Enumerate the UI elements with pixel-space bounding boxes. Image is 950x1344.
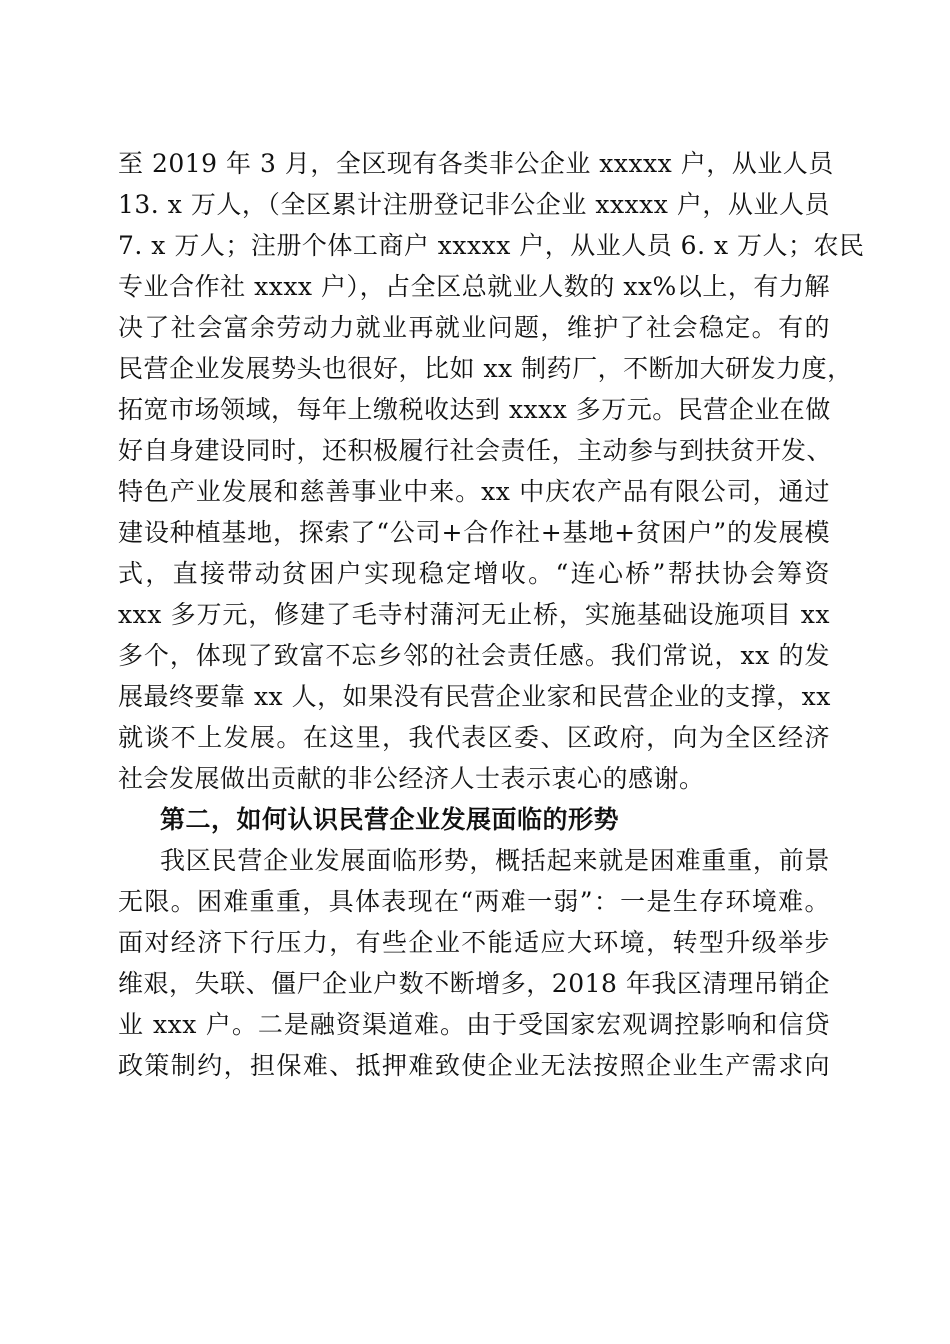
paragraph-line: 维艰，失联、僵尸企业户数不断增多，2018 年我区清理吊销企 (118, 969, 830, 998)
paragraph-line: 决了社会富余劳动力就业再就业问题，维护了社会稳定。有的 (118, 313, 830, 342)
section-heading: 第二，如何认识民营企业发展面临的形势 (160, 805, 620, 834)
paragraph-1 (118, 143, 865, 799)
paragraph-line: 多个，体现了致富不忘乡邻的社会责任感。我们常说，xx 的发 (118, 641, 830, 670)
document-body (118, 143, 865, 1086)
paragraph-line: 至 2019 年 3 月，全区现有各类非公企业 xxxxx 户，从业人员 (118, 149, 834, 178)
paragraph-line: 面对经济下行压力，有些企业不能适应大环境，转型升级举步 (118, 928, 830, 957)
paragraph-line: 拓宽市场领域，每年上缴税收达到 xxxx 多万元。民营企业在做 (118, 395, 831, 424)
paragraph-line: 业 xxx 户。二是融资渠道难。由于受国家宏观调控影响和信贷 (118, 1010, 830, 1039)
paragraph-line: 无限。困难重重，具体表现在“两难一弱”：一是生存环境难。 (118, 887, 830, 916)
paragraph-line: 13. x 万人，（全区累计注册登记非公企业 xxxxx 户，从业人员 (118, 190, 830, 219)
paragraph-line: 好自身建设同时，还积极履行社会责任，主动参与到扶贫开发、 (118, 436, 833, 465)
paragraph-line: 专业合作社 xxxx 户），占全区总就业人数的 xx%以上，有力解 (118, 272, 830, 301)
paragraph-line: 社会发展做出贡献的非公经济人士表示衷心的感谢。 (118, 764, 705, 793)
paragraph-line: 展最终要靠 xx 人，如果没有民营企业家和民营企业的支撑，xx (118, 682, 831, 711)
paragraph-line: 我区民营企业发展面临形势，概括起来就是困难重重，前景 (160, 846, 830, 875)
paragraph-line: 民营企业发展势头也很好，比如 xx 制药厂，不断加大研发力度， (118, 354, 853, 383)
paragraph-line: 7. x 万人；注册个体工商户 xxxxx 户，从业人员 6. x 万人；农民 (118, 231, 865, 260)
paragraph-line: 式，直接带动贫困户实现稳定增收。“连心桥”帮扶协会筹资 (118, 559, 830, 588)
paragraph-2 (118, 840, 830, 1086)
paragraph-line: 就谈不上发展。在这里，我代表区委、区政府，向为全区经济 (118, 723, 830, 752)
paragraph-line: 建设种植基地，探索了“公司+合作社+基地+贫困户”的发展模 (118, 518, 830, 547)
paragraph-line: 特色产业发展和慈善事业中来。xx 中庆农产品有限公司，通过 (118, 477, 830, 506)
paragraph-line: xxx 多万元，修建了毛寺村蒲河无止桥，实施基础设施项目 xx (118, 600, 830, 629)
paragraph-line: 政策制约，担保难、抵押难致使企业无法按照企业生产需求向 (118, 1051, 830, 1080)
